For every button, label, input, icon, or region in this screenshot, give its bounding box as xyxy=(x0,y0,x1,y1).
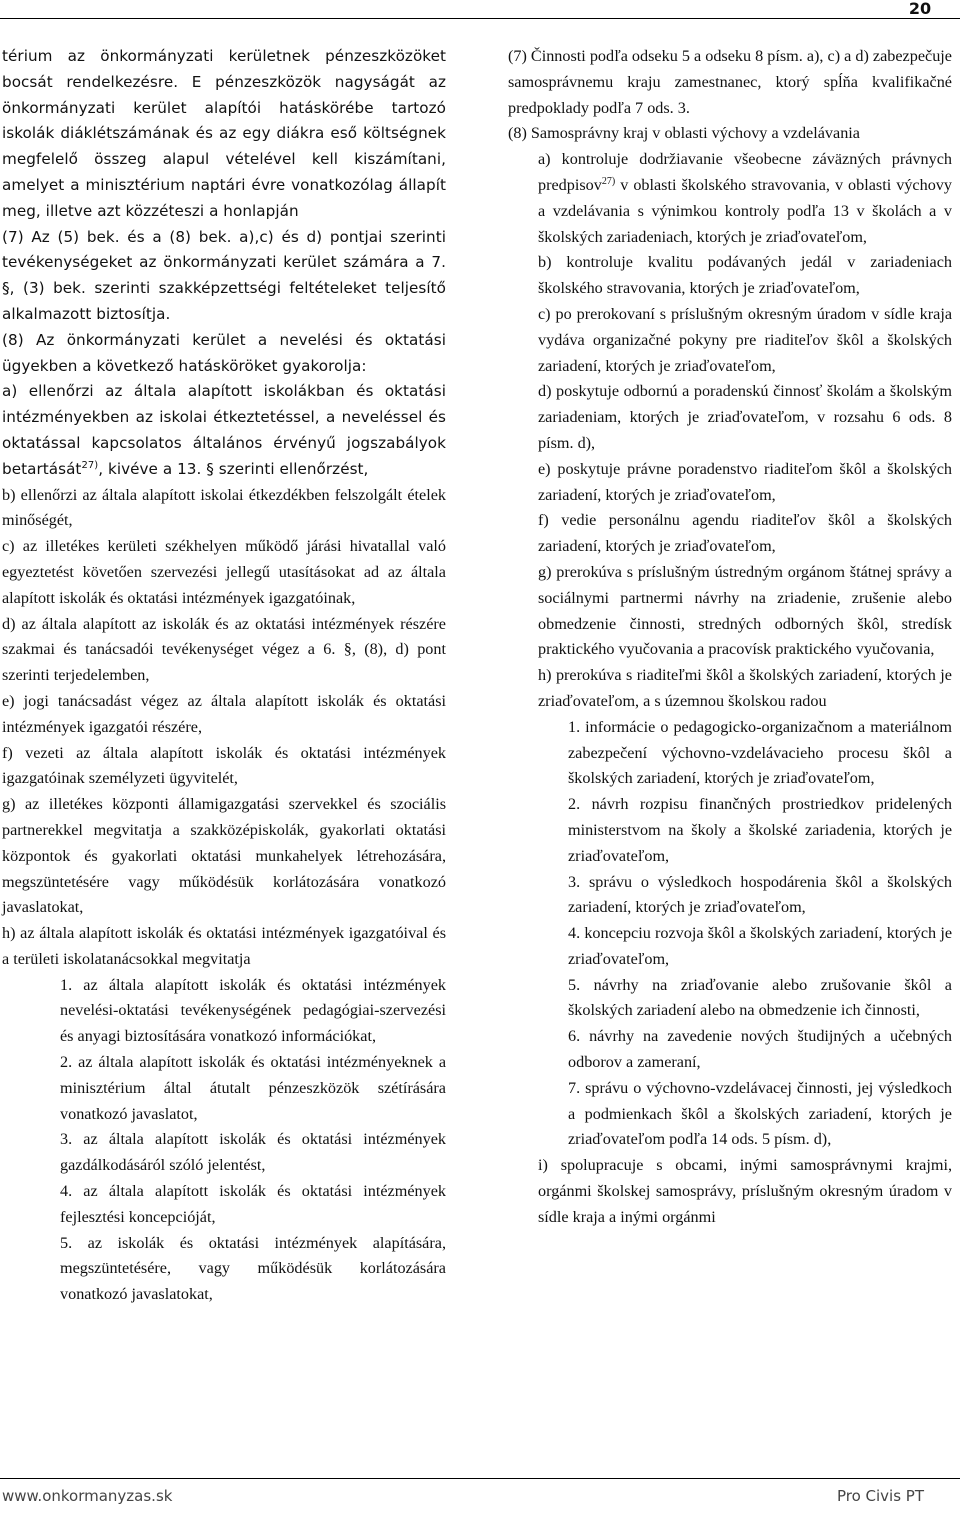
hungarian-text: c) az illetékes kerületi székhelyen működő járási hivatallal való egyeztetést követően szervezési jellegű utasításokat ad az általa alapított iskolák és oktatási intézmények igazgatóinak, xyxy=(2,537,446,607)
hungarian-paragraph xyxy=(2,921,446,973)
hungarian-paragraph xyxy=(2,741,446,793)
hungarian-paragraph xyxy=(2,534,446,611)
slovak-paragraph xyxy=(508,715,952,792)
slovak-paragraph xyxy=(508,921,952,973)
page-number: 20 xyxy=(908,0,932,18)
footer-publisher: Pro Civis PT xyxy=(836,1487,924,1505)
slovak-text: d) poskytuje odbornú a poradenskú činnosť školám a školským zariadeniam, ktorých je zriaďovateľom, v rozsahu 6 ods. 8 písm. d), xyxy=(538,382,952,452)
slovak-text: b) kontroluje kvalitu podávaných jedál v zariadeniach školského stravovania, ktorých je zriaďovateľom, xyxy=(538,253,952,298)
slovak-paragraph xyxy=(508,121,952,147)
footnote-reference: 27) xyxy=(81,459,99,471)
slovak-text: 2. návrh rozpisu finančných prostriedkov pridelených ministerstvom na školy a školské zariadenia, ktorých je zriaďovateľom, xyxy=(568,795,952,865)
hungarian-text: b) ellenőrzi az általa alapított iskolai étkezdékben felszolgált ételek minőségét, xyxy=(2,485,446,530)
slovak-text: c) po prerokovaní s príslušným okresným úradom v sídle kraja vydáva organizačné pokyny pre riaditeľov škôl a školských zariadení, ktorých je zriaďovateľom, xyxy=(538,304,952,375)
slovak-text: (8) Samosprávny kraj v oblasti výchovy a vzdelávania xyxy=(508,124,860,143)
hungarian-text: térium az önkormányzati kerületnek pénzeszközöket bocsát rendelkezésre. E pénzeszközök nagyságát az önkormányzati kerület alapítói hatáskörébe tartozó iskolák diáklétszámának és az egy diákra eső költségnek megfelelő összeg alapul vételével kell kiszámítani, amelyet a minisztérium naptári évre vonatkozólag állapít meg, illetve azt közzéteszi a honlapján xyxy=(2,47,446,220)
slovak-text: 3. správu o výsledkoch hospodárenia škôl a školských zariadení, ktorých je zriaďovateľom, xyxy=(568,872,952,917)
slovak-text: 1. informácie o pedagogicko-organizačnom a materiálnom zabezpečení výchovno-vzdelávacieho procesu škôl a školských zariadení, ktorých je zriaďovateľom, xyxy=(568,717,952,788)
hungarian-paragraph xyxy=(2,1179,446,1231)
hungarian-paragraph xyxy=(2,1127,446,1179)
footer-rule xyxy=(0,1478,960,1479)
hungarian-paragraph xyxy=(2,379,446,482)
footnote-reference: 27) xyxy=(601,175,616,187)
hungarian-paragraph xyxy=(2,328,446,380)
hungarian-text: a) ellenőrzi az általa alapított iskolákban és oktatási intézményekben az iskolai étkeztetéssel, a neveléssel és oktatással kapcsolatos általános érvényű jogszabályok betartását xyxy=(2,382,446,478)
slovak-text: i) spolupracuje s obcami, inými samosprávnymi krajmi, orgánmi školskej samosprávy, príslušným okresným úradom v sídle kraja a inými orgánmi xyxy=(538,1156,952,1226)
hungarian-paragraph xyxy=(2,483,446,535)
hungarian-text: 2. az általa alapított iskolák és oktatási intézményeknek a minisztérium által átutalt pénzeszközök szétírására vonatkozó javaslatot, xyxy=(60,1053,446,1123)
slovak-paragraph xyxy=(508,870,952,922)
slovak-text: 7. správu o výchovno-vzdelávacej činnosti, jej výsledkoch a podmienkach škôl a školských zariadení, ktorých je zriaďovateľom podľa 14 ods. 5 písm. d), xyxy=(568,1078,952,1149)
hungarian-text: 4. az általa alapított iskolák és oktatási intézmények fejlesztési koncepcióját, xyxy=(60,1182,446,1226)
slovak-text: 4. koncepciu rozvoja škôl a školských zariadení, ktorých je zriaďovateľom, xyxy=(568,924,952,968)
hungarian-text: 3. az általa alapított iskolák és oktatási intézmények gazdálkodásáról szóló jelentést, xyxy=(60,1130,446,1175)
hungarian-text: f) vezeti az általa alapított iskolák és oktatási intézmények igazgatóinak személyzeti ügyvitelét, xyxy=(2,743,446,788)
hungarian-text: 1. az általa alapított iskolák és oktatási intézmények nevelési-oktatási tevékenységének pedagógiai-szervezési és anyagi biztosítására vonatkozó információkat, xyxy=(60,975,446,1046)
slovak-paragraph xyxy=(508,973,952,1025)
hungarian-paragraph xyxy=(2,1231,446,1308)
slovak-text: h) prerokúva s riaditeľmi škôl a školských zariadení, ktorých je zriaďovateľom, a s územnou školskou radou xyxy=(538,666,952,710)
slovak-paragraph xyxy=(508,379,952,456)
slovak-text: f) vedie personálnu agendu riaditeľov škôl a školských zariadení, ktorých je zriaďovateľom, xyxy=(538,511,952,556)
slovak-text: 6. návrhy na zavedenie nových študijných a učebných odborov a zameraní, xyxy=(568,1027,952,1072)
right-column-slovak xyxy=(508,44,952,1231)
slovak-text: g) prerokúva s príslušným ústredným orgánom štátnej správy a sociálnymi partnermi návrhy na zriadenie, zrušenie alebo obmedzenie činnosti, stredných odborných škôl, stredísk praktického vyučovania a pracovísk praktického vyučovania, xyxy=(538,562,952,659)
slovak-paragraph xyxy=(508,792,952,869)
slovak-paragraph xyxy=(508,457,952,509)
footer-website: www.onkormanyzas.sk xyxy=(2,1487,173,1505)
slovak-paragraph xyxy=(508,1153,952,1230)
slovak-paragraph xyxy=(508,1024,952,1076)
hungarian-paragraph xyxy=(2,973,446,1050)
slovak-paragraph xyxy=(508,44,952,121)
hungarian-text: g) az illetékes központi államigazgatási szervekkel és szociális partnerekkel megvitatja a szakközépiskolák, gyakorlati oktatási központok és gyakorlati oktatási munkahelyek létrehozására, megszüntetésére vagy működésük korlátozására vonatkozó javaslatokat, xyxy=(2,795,446,917)
hungarian-text: e) jogi tanácsadást végez az általa alapított iskolák és oktatási intézmények igazgatói részére, xyxy=(2,691,446,736)
slovak-paragraph xyxy=(508,250,952,302)
slovak-paragraph xyxy=(508,560,952,663)
hungarian-text: (8) Az önkormányzati kerület a nevelési és oktatási ügyekben a következő hatásköröket gyakorolja: xyxy=(2,330,446,375)
hungarian-paragraph xyxy=(2,225,446,328)
slovak-text-continued: v oblasti školského stravovania, v oblasti výchovy a vzdelávania s výnimkou kontroly podľa 13 v školách a v školských zariadeniach, ktorých je zriaďovateľom, xyxy=(538,175,952,246)
slovak-paragraph xyxy=(508,663,952,715)
left-column-hungarian xyxy=(2,44,446,1308)
slovak-text: 5. návrhy na zriaďovanie alebo zrušovanie škôl a školských zariadení alebo na obmedzenie ich činnosti, xyxy=(568,975,952,1020)
hungarian-text-continued: , kivéve a 13. § szerinti ellenőrzést, xyxy=(98,459,369,478)
slovak-paragraph xyxy=(508,147,952,250)
slovak-paragraph xyxy=(508,1076,952,1153)
hungarian-text: d) az általa alapított az iskolák és az oktatási intézmények részére szakmai és tanácsadói tevékenységet végez a 6. §, (8), d) pont szerinti terjedelemben, xyxy=(2,614,446,685)
hungarian-paragraph xyxy=(2,44,446,225)
slovak-text: e) poskytuje právne poradenstvo riaditeľom škôl a školských zariadení, ktorých je zriaďovateľom, xyxy=(538,459,952,504)
hungarian-text: 5. az iskolák és oktatási intézmények alapítására, megszüntetésére, vagy működésük korlátozására vonatkozó javaslatokat, xyxy=(60,1233,446,1304)
hungarian-paragraph xyxy=(2,792,446,921)
hungarian-paragraph xyxy=(2,612,446,689)
slovak-paragraph xyxy=(508,508,952,560)
slovak-text: (7) Činnosti podľa odseku 5 a odseku 8 písm. a), c) a d) zabezpečuje samosprávnemu kraju zamestnanec, ktorý spĺňa kvalifikačné predpoklady podľa 7 ods. 3. xyxy=(508,47,952,117)
hungarian-text: (7) Az (5) bek. és a (8) bek. a),c) és d) pontjai szerinti tevékenységeket az önkormányzati kerület számára a 7. §, (3) bek. szerinti szakképzettségi feltételeket teljesítő alkalmazott biztosítja. xyxy=(2,227,446,323)
hungarian-text: h) az általa alapított iskolák és oktatási intézmények igazgatóival és a területi iskolatanácsokkal megvitatja xyxy=(2,924,446,968)
hungarian-paragraph xyxy=(2,1050,446,1127)
header-rule xyxy=(0,18,960,19)
hungarian-paragraph xyxy=(2,689,446,741)
slovak-text: a) kontroluje dodržiavanie všeobecne záväzných právnych predpisov xyxy=(538,150,952,194)
slovak-paragraph xyxy=(508,302,952,379)
